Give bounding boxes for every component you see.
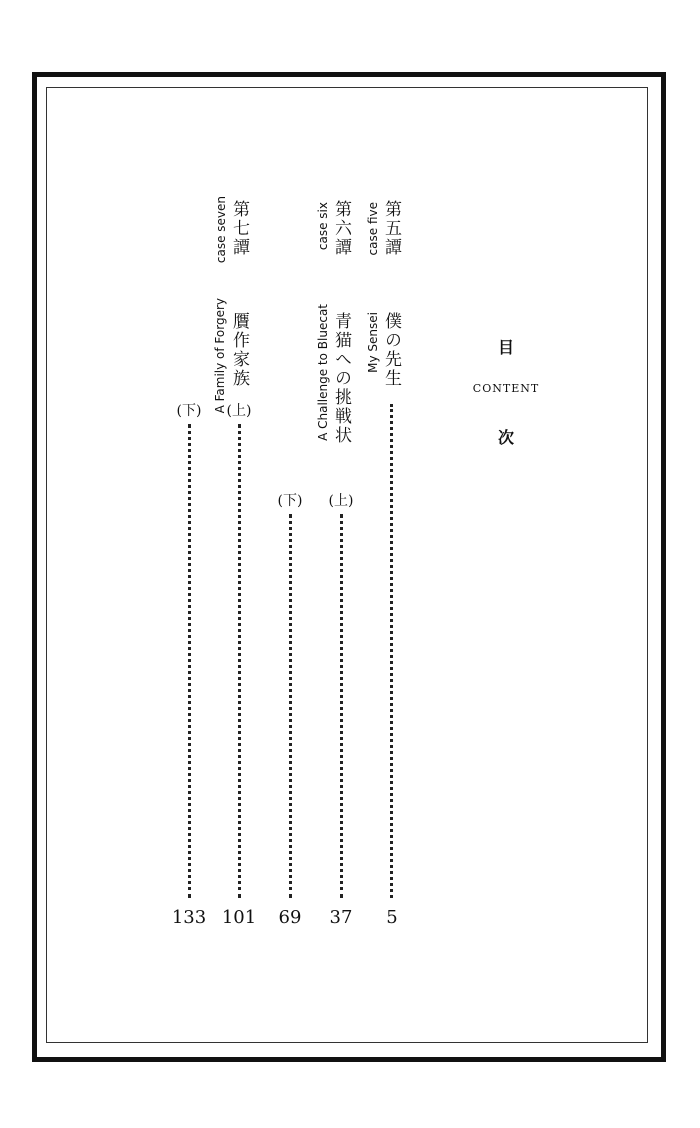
- title-en: CONTENT: [472, 382, 540, 395]
- case-seven-part-lower: (下): [176, 403, 202, 419]
- case-seven-page-upper[interactable]: 101: [221, 907, 257, 928]
- case-five-title-en: My Sensei: [366, 312, 380, 373]
- title-jp-top: 目: [497, 338, 514, 357]
- case-five-page[interactable]: 5: [386, 907, 398, 928]
- case-seven-part-upper: (上): [226, 403, 252, 419]
- case-seven-label-jp: 第七譚: [229, 200, 249, 257]
- case-five-title-jp[interactable]: 僕の先生: [381, 312, 401, 388]
- case-six-part-upper: (上): [328, 493, 354, 509]
- case-six-label-jp: 第六譚: [331, 200, 351, 257]
- case-six-lower-leader: [289, 514, 292, 898]
- case-six-page-lower[interactable]: 69: [278, 907, 302, 928]
- case-seven-label-en: case seven: [214, 196, 228, 264]
- toc-title: [466, 335, 546, 448]
- case-six-title-en: A Challenge to Bluecat: [316, 304, 330, 441]
- case-six-part-lower: (下): [277, 493, 303, 509]
- case-five-label-en: case five: [366, 202, 380, 256]
- case-six-upper-leader: [340, 514, 343, 898]
- case-six-label-en: case six: [316, 202, 330, 251]
- case-seven-title-jp[interactable]: 贋作家族: [229, 312, 249, 388]
- case-five-label-jp: 第五譚: [381, 200, 401, 257]
- title-jp-bottom: 次: [497, 428, 514, 447]
- case-seven-upper-leader: [238, 424, 241, 898]
- case-five-leader: [390, 404, 393, 898]
- case-six-title-jp[interactable]: 青猫への挑戦状: [331, 312, 351, 445]
- case-seven-lower-leader: [188, 424, 191, 898]
- case-six-page-upper[interactable]: 37: [329, 907, 353, 928]
- case-seven-page-lower[interactable]: 133: [171, 907, 207, 928]
- case-seven-title-en: A Family of Forgery: [213, 298, 227, 414]
